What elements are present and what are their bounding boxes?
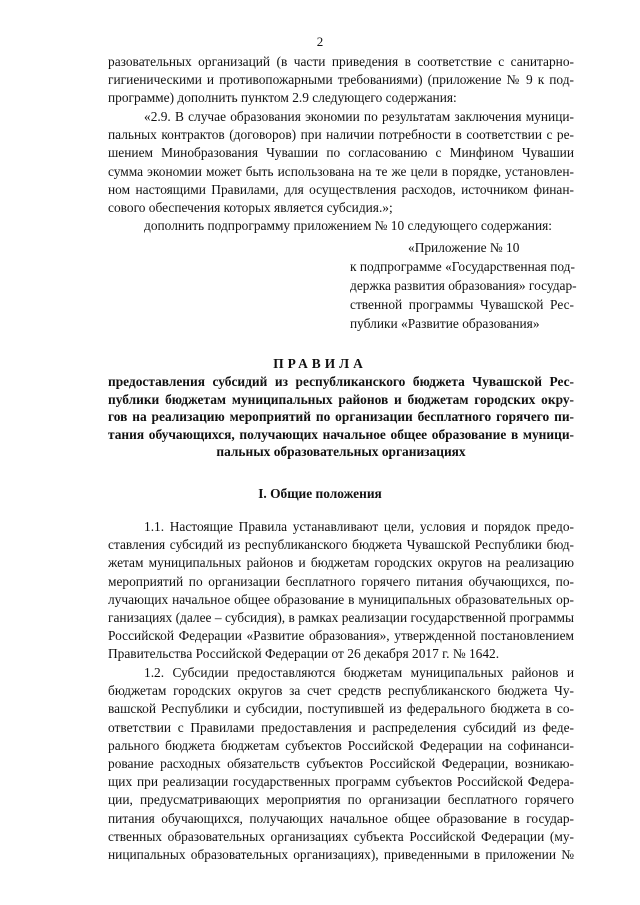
text-line: публики бюджетам муниципальных районов и бюджетам городских окру- xyxy=(108,391,574,407)
paragraph-1-1 xyxy=(108,518,574,664)
text-line: вашской Республики и субсидии, поступившей из федерального бюджета в со- xyxy=(108,701,574,717)
text-line: к подпрограмме «Государственная под- xyxy=(350,259,575,274)
text-line: лучающих начальное общее образование в муниципальных образовательных ор- xyxy=(108,591,574,607)
text-line: ниципальных образовательных организациях), приведенными в приложении № xyxy=(108,846,574,862)
text-line: сумма экономии может быть использована на те же цели в порядке, установлен- xyxy=(108,163,574,179)
clause-2-9 xyxy=(108,108,574,217)
text-line: гов на реализацию мероприятий по организации бесплатного горячего пи- xyxy=(108,409,574,425)
text-line: публики «Развитие образования» xyxy=(350,316,540,331)
supplement-note xyxy=(108,217,574,235)
text-line: ответствии с Правилами предоставления и распределения субсидий из феде- xyxy=(108,719,574,735)
text-line: ном настоящими Правилами, для осуществления расходов, источником финан- xyxy=(108,181,574,197)
text-line: ганизациях (далее – субсидия), в рамках реализации государственной программы xyxy=(108,609,574,625)
text-line: рование расходных обязательств субъектов Российской Федерации, возникаю- xyxy=(108,755,574,771)
text-line: «Приложение № 10 xyxy=(408,240,520,255)
text-line: жетам муниципальных районов и бюджетам городских округов на реализацию xyxy=(108,555,574,571)
text-line: тания обучающихся, получающих начальное общее образование в муници- xyxy=(108,426,574,442)
text-line: щих при реализации государственных программ субъектов Российской Федера- xyxy=(108,774,574,790)
rules-subtitle xyxy=(108,373,574,461)
text-line: Российской Федерации «Развитие образования», утвержденной постановлением xyxy=(108,628,574,644)
text-line: предоставления субсидий из республиканского бюджета Чувашской Рес- xyxy=(108,374,574,389)
text-line: ции, предусматривающих мероприятия по организации бесплатного горячего xyxy=(108,792,574,808)
rules-title: ПРАВИЛА xyxy=(273,356,367,371)
text-line: рального бюджета бюджетам субъектов Российской Федерации на софинанси- xyxy=(108,737,574,753)
section-heading: I. Общие положения xyxy=(258,486,382,501)
text-line: сового обеспечения которых является субсидия.»; xyxy=(108,199,393,215)
text-line: мероприятий по организации бесплатного горячего питания обучающихся, по- xyxy=(108,573,574,589)
text-line: ственной программы Чувашской Рес- xyxy=(350,297,574,312)
intro-paragraph xyxy=(108,53,574,108)
text-line: 1.2. Субсидии предоставляются бюджетам муниципальных районов и xyxy=(144,665,574,680)
text-line: Правительства Российской Федерации от 26 декабря 2017 г. № 1642. xyxy=(108,646,500,662)
text-line: ственных образовательных организациях субъекта Российской Федерации (му- xyxy=(108,828,574,844)
text-line: гигиеническими и противопожарными требованиями) (приложение № 9 к под- xyxy=(108,72,574,88)
text-line: пальных контрактов (договоров) при наличии потребности в соответствии с ре- xyxy=(108,127,574,143)
text-line: программе) дополнить пунктом 2.9 следующего содержания: xyxy=(108,90,457,106)
text-line: держка развития образования» государ- xyxy=(350,278,577,293)
text-line: бюджетам городских округов за счет средств республиканского бюджета Чу- xyxy=(108,683,574,699)
text-line: ставления субсидий из республиканского бюджета Чувашской Республики бюд- xyxy=(108,537,574,553)
paragraph-1-2 xyxy=(108,664,574,864)
text-line: пальных образовательных организациях xyxy=(216,444,466,460)
text-line: шением Минобразования Чувашии по согласованию с Минфином Чувашии xyxy=(108,145,574,161)
text-line: дополнить подпрограмму приложением № 10 следующего содержания: xyxy=(144,218,553,233)
appendix-reference xyxy=(350,238,577,333)
text-line: 1.1. Настоящие Правила устанавливают цели, условия и порядок предо- xyxy=(144,519,574,534)
text-line: «2.9. В случае образования экономии по результатам заключения муници- xyxy=(144,109,574,124)
text-line: разовательных организаций (в части приведения в соответствие с санитарно- xyxy=(108,54,574,69)
page-number: 2 xyxy=(316,34,324,49)
text-line: питания обучающихся, получающих начальное общее образование в государ- xyxy=(108,810,574,826)
